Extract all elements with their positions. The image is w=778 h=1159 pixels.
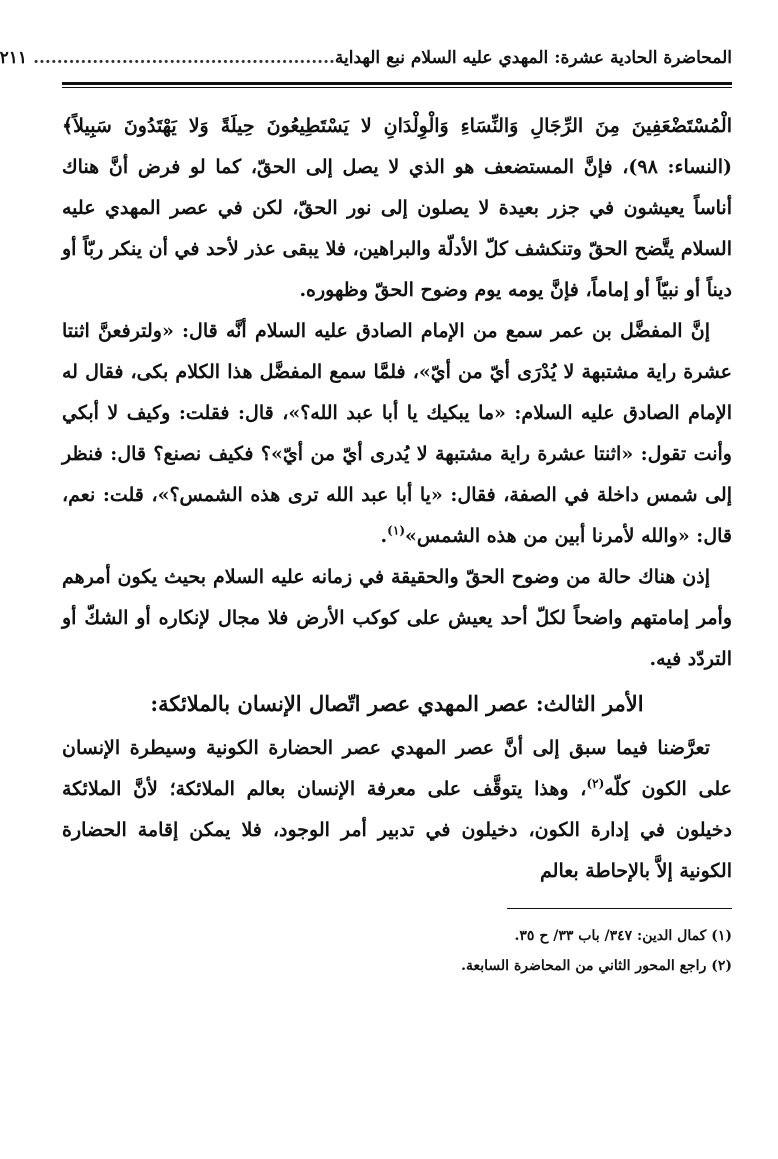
paragraph-4 <box>62 728 732 892</box>
paragraph-2-end: . <box>380 525 388 547</box>
chapter-title: المحاضرة الحادية عشرة: المهدي عليه السلام نبع الهداية <box>334 48 732 68</box>
book-page <box>0 40 732 981</box>
footnote-ref-2[interactable]: (٢) <box>586 776 605 791</box>
section-heading: الأمر الثالث: عصر المهدي عصر اتّصال الإنسان بالملائكة: <box>150 691 644 716</box>
header-rule-thin <box>62 87 732 88</box>
paragraph-4-text-a: تعرَّضنا فيما سبق إلى أنَّ عصر المهدي عصر الحضارة الكونية وسيطرة الإنسان على الكون كلّه <box>62 737 732 800</box>
running-header <box>0 40 732 76</box>
footnote-1: (١) كمال الدين: ٣٤٧/ باب ٣٣/ ح ٣٥. <box>514 928 732 944</box>
paragraph-2-text: إنَّ المفضَّل بن عمر سمع من الإمام الصادق عليه السلام أنَّه قال: «ولترفعنَّ اثنتا عشرة راية مشتبهة لا يُدْرَى أيّ من أيّ»، فلمَّا سمع المفضَّل هذا الكلام بكى، فقال له الإمام الصادق عليه السلام: «ما يبكيك يا أبا عبد الله؟»، قال: فقلت: وكيف لا أبكي وأنت تقول: «اثنتا عشرة راية مشتبهة لا يُدرى أيّ من أيّ»؟ فكيف نصنع؟ قال: فنظر إلى شمس داخلة في الصفة، فقال: «يا أبا عبد الله ترى هذه الشمس؟»، قلت: نعم، قال: «والله لأمرنا أبين من هذه الشمس» <box>62 320 732 547</box>
header-title <box>33 40 732 76</box>
footnote-ref-1[interactable]: (١) <box>387 523 405 538</box>
paragraph-4-text-b: ، وهذا يتوقَّف على معرفة الإنسان بعالم الملائكة؛ لأنَّ الملائكة دخيلون في إدارة الكون، دخيلون في تدبير أمر الوجود، فلا يمكن إقامة الحضارة الكونية إلاَّ بالإحاطة بعالم <box>62 778 732 882</box>
main-text <box>62 106 732 892</box>
paragraph-3: إذن هناك حالة من وضوح الحقّ والحقيقة في زمانه عليه السلام بحيث يكون أمرهم وأمر إمامتهم واضحاً لكلّ أحد يعيش على كوكب الأرض فلا مجال لإنكاره أو الشكّ أو التردّد فيه. <box>62 566 732 670</box>
footnote-2: (٢) راجع المحور الثاني من المحاضرة السابعة. <box>461 958 732 974</box>
footnotes <box>62 921 732 981</box>
footnote-separator <box>507 908 732 909</box>
paragraph-1: الْمُسْتَضْعَفِينَ مِنَ الرِّجَالِ وَالنِّسَاءِ وَالْوِلْدَانِ لا يَسْتَطِيعُونَ حِيلَةً وَلا يَهْتَدُونَ سَبِيلاً﴾ (النساء: ٩٨)، فإنَّ المستضعف هو الذي لا يصل إلى الحقّ، كما لو فرض أنَّ هناك أناساً يعيشون في جزر بعيدة لا يصلون إلى نور الحقّ، لكن في عصر المهدي عليه السلام يتَّضح الحقّ وتنكشف كلّ الأدلّة والبراهين، فلا يبقى عذر لأحد في أن ينكر ربّاً أو ديناً أو نبيّاً أو إماماً، فإنَّ يومه يوم وضوح الحقّ وظهوره. <box>62 115 732 301</box>
header-rule-thick <box>62 82 732 85</box>
leader-dots: ................................................... <box>33 48 335 68</box>
page-number: ٢١١ <box>0 48 28 68</box>
paragraph-2 <box>62 311 732 557</box>
